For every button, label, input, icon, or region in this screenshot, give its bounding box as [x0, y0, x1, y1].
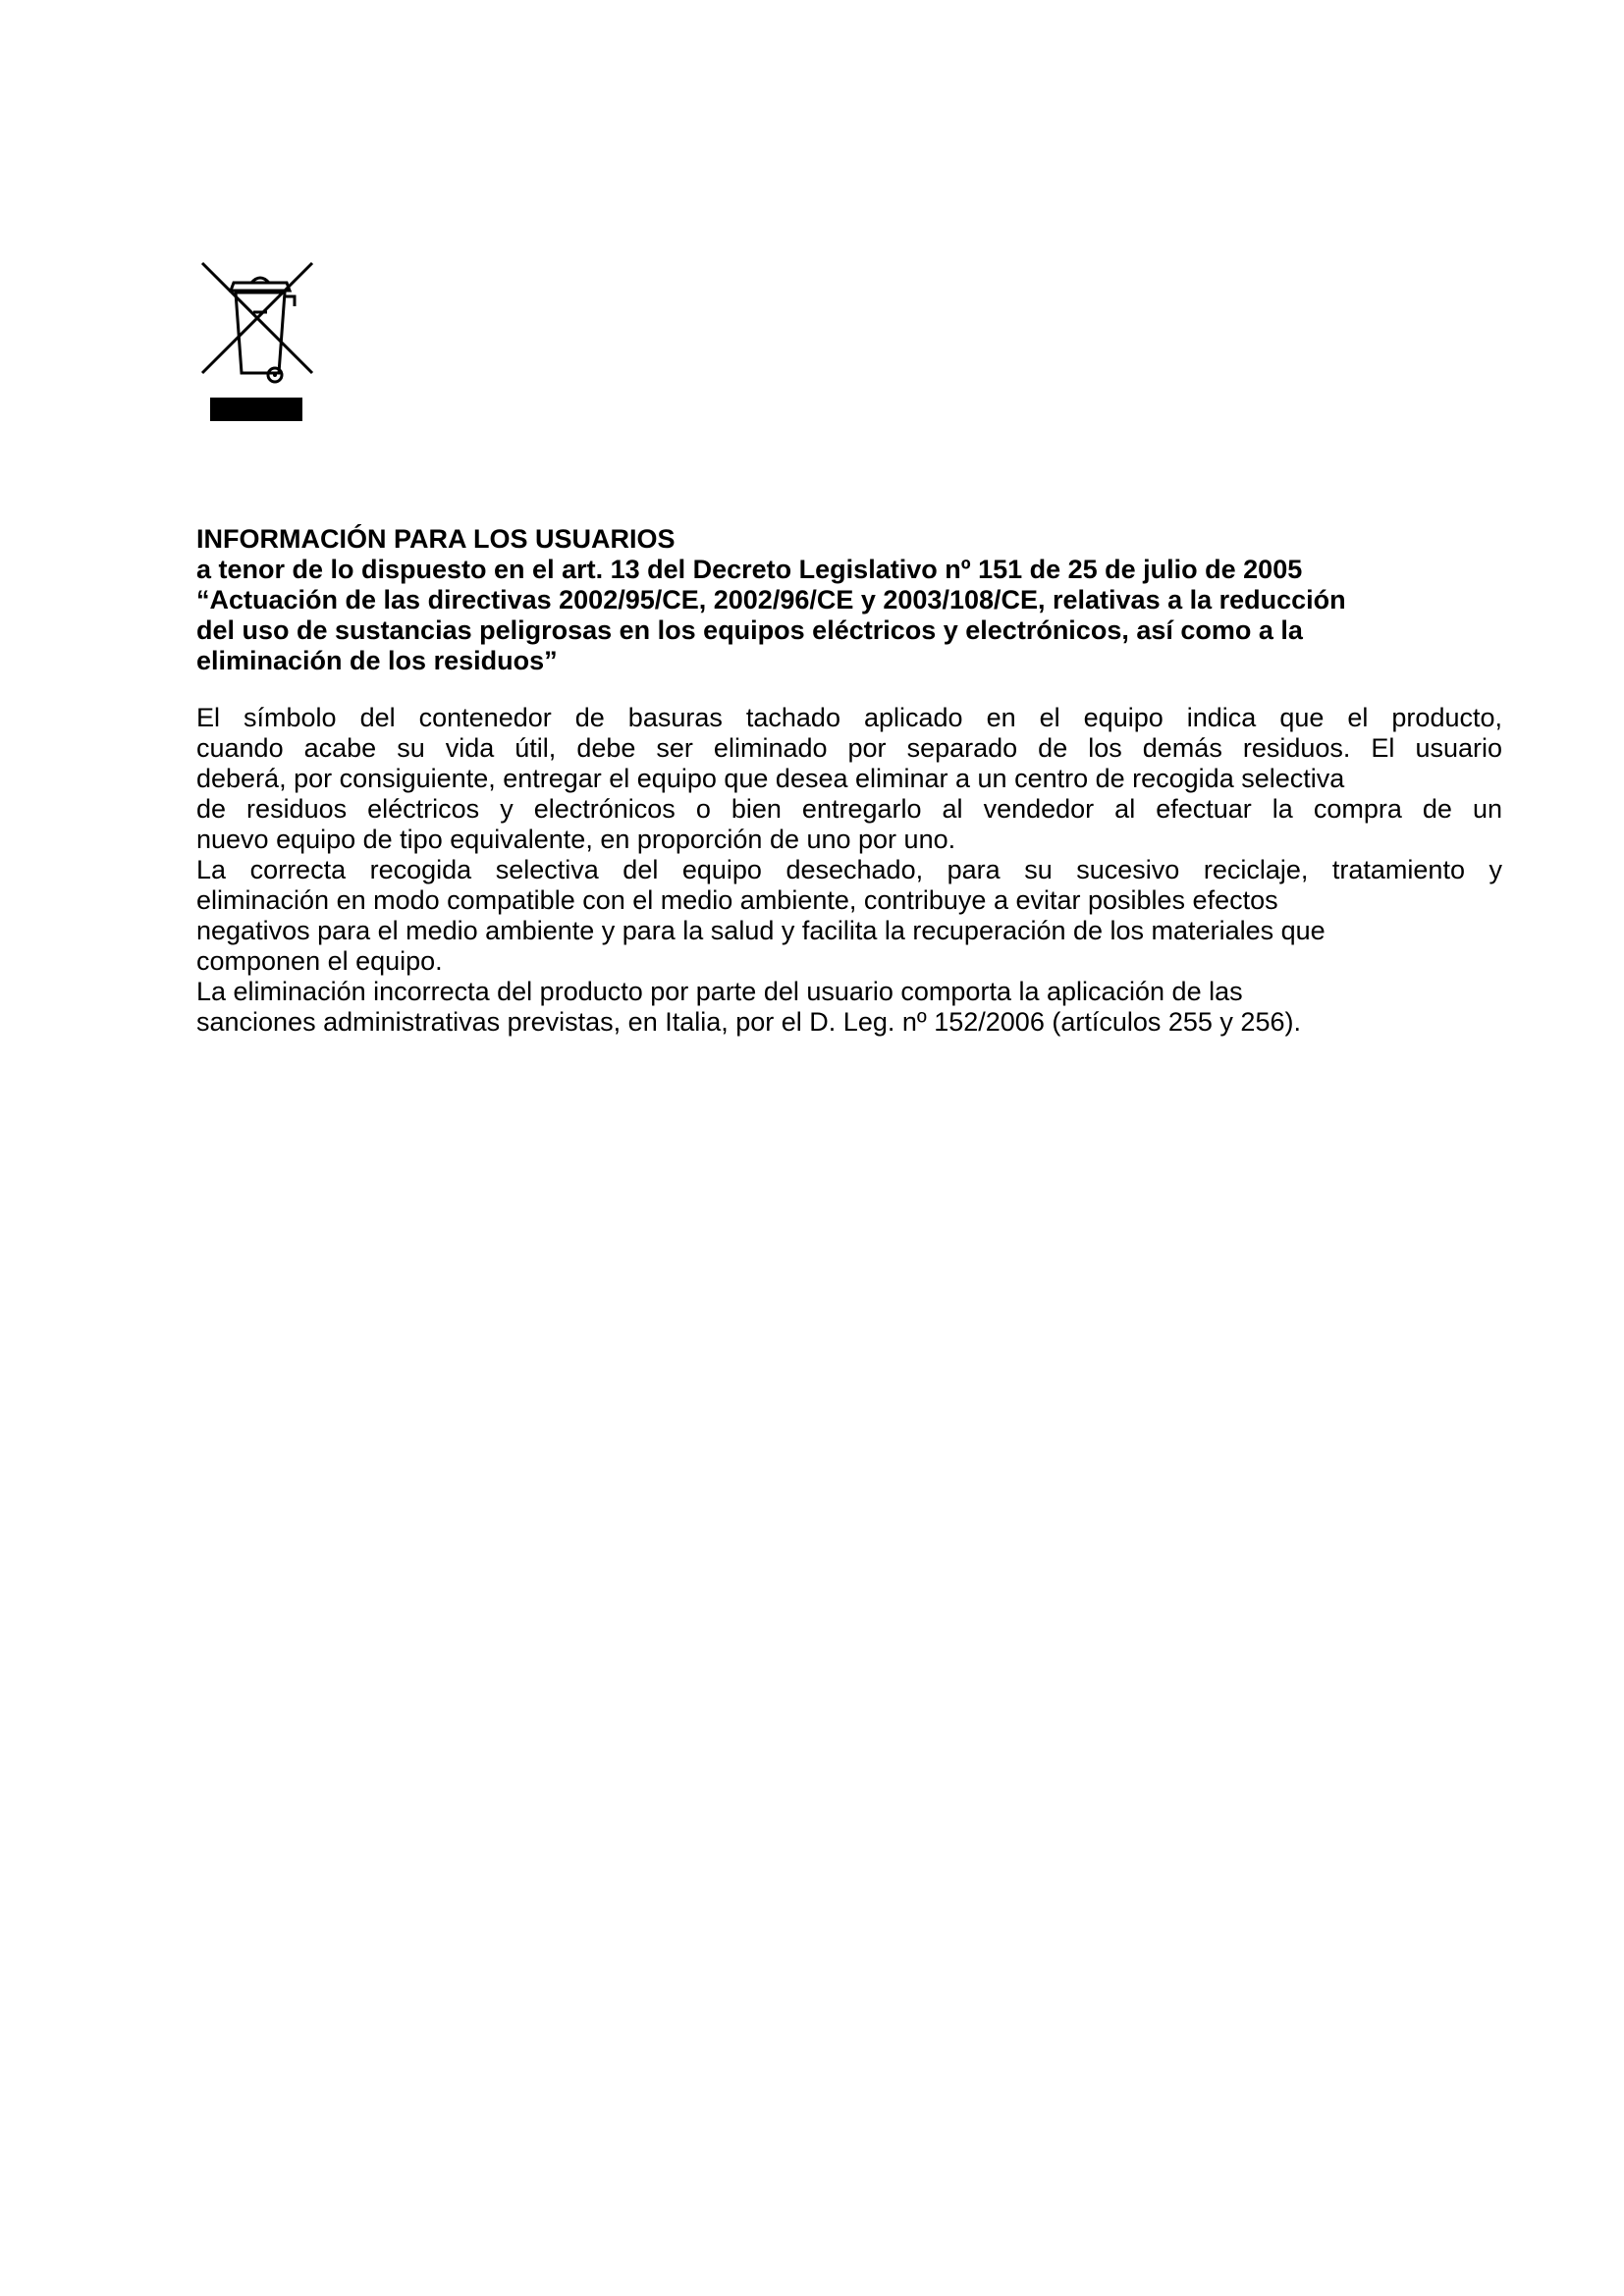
body-line: cuando acabe su vida útil, debe ser eliminado por separado de los demás residuos. El usuario [196, 733, 1502, 763]
body-line: La correcta recogida selectiva del equipo desechado, para su sucesivo reciclaje, tratamiento y [196, 855, 1502, 884]
document-body [196, 703, 1502, 1038]
body-line: La eliminación incorrecta del producto por parte del usuario comporta la aplicación de las [196, 977, 1243, 1006]
heading-line: a tenor de lo dispuesto en el art. 13 del Decreto Legislativo nº 151 de 25 de julio de 2005 [196, 555, 1303, 584]
body-line: eliminación en modo compatible con el medio ambiente, contribuye a evitar posibles efectos [196, 885, 1278, 915]
body-line: nuevo equipo de tipo equivalente, en proporción de uno por uno. [196, 825, 956, 854]
heading-line: “Actuación de las directivas 2002/95/CE, 2002/96/CE y 2003/108/CE, relativas a la reducción [196, 585, 1346, 614]
body-line: deberá, por consiguiente, entregar el equipo que desea eliminar a un centro de recogida selectiva [196, 764, 1345, 793]
crossed-out-wheelie-bin-icon [196, 253, 324, 425]
body-line: negativos para el medio ambiente y para la salud y facilita la recuperación de los materiales que [196, 916, 1326, 945]
heading-line: eliminación de los residuos” [196, 646, 558, 675]
body-line: de residuos eléctricos y electrónicos o bien entregarlo al vendedor al efectuar la compra de un [196, 794, 1502, 824]
body-line: sanciones administrativas previstas, en Italia, por el D. Leg. nº 152/2006 (artículos 255 y 256). [196, 1007, 1301, 1037]
document-heading [196, 524, 1502, 676]
heading-line: del uso de sustancias peligrosas en los equipos eléctricos y electrónicos, así como a la [196, 615, 1303, 645]
body-line: El símbolo del contenedor de basuras tachado aplicado en el equipo indica que el producto, [196, 703, 1502, 732]
heading-title: INFORMACIÓN PARA LOS USUARIOS [196, 524, 676, 554]
body-line: componen el equipo. [196, 946, 443, 976]
